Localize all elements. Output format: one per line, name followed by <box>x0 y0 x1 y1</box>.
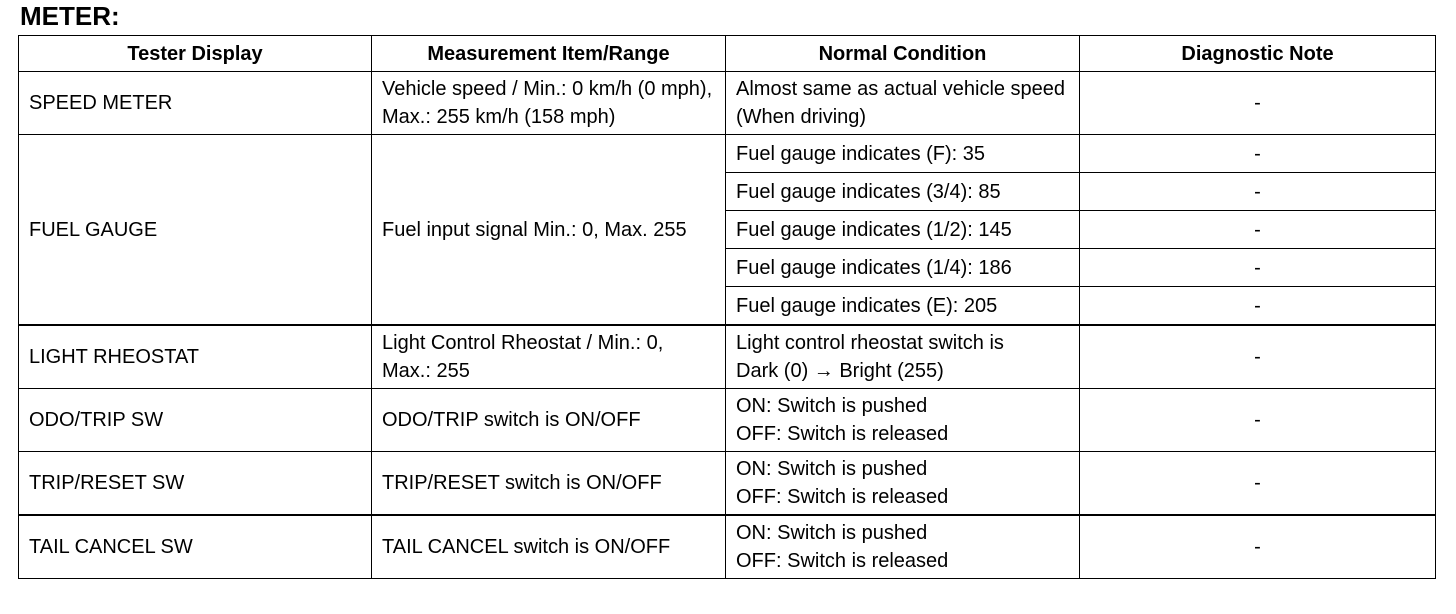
tester-display-cell: FUEL GAUGE <box>19 135 372 326</box>
normal-condition-cell <box>726 389 1080 452</box>
condition-line: OFF: Switch is released <box>736 423 949 445</box>
header-tester-display: Tester Display <box>19 36 372 72</box>
table-row <box>19 452 1436 516</box>
tester-display-cell: TRIP/RESET SW <box>19 452 372 516</box>
condition-line: ON: Switch is pushed <box>736 522 928 544</box>
diagnostic-note-cell: - <box>1080 173 1436 211</box>
measurement-cell: Fuel input signal Min.: 0, Max. 255 <box>372 135 726 326</box>
condition-line: ON: Switch is pushed <box>736 395 928 417</box>
header-normal-condition: Normal Condition <box>726 36 1080 72</box>
normal-condition-cell <box>726 452 1080 516</box>
diagnostic-note-cell: - <box>1080 72 1436 135</box>
normal-condition-cell <box>726 515 1080 579</box>
table-row <box>19 72 1436 135</box>
tester-display-cell: SPEED METER <box>19 72 372 135</box>
normal-condition-cell: Fuel gauge indicates (E): 205 <box>726 287 1080 326</box>
header-diagnostic-note: Diagnostic Note <box>1080 36 1436 72</box>
section-title: METER: <box>20 1 120 31</box>
measurement-cell: Light Control Rheostat / Min.: 0, Max.: 255 <box>372 325 726 389</box>
normal-condition-cell: Fuel gauge indicates (1/2): 145 <box>726 211 1080 249</box>
measurement-cell: Vehicle speed / Min.: 0 km/h (0 mph), Max.: 255 km/h (158 mph) <box>372 72 726 135</box>
table-row <box>19 389 1436 452</box>
measurement-cell: ODO/TRIP switch is ON/OFF <box>372 389 726 452</box>
diagnostic-note-cell: - <box>1080 287 1436 326</box>
condition-line: OFF: Switch is released <box>736 486 949 508</box>
diagnostic-note-cell: - <box>1080 135 1436 173</box>
condition-line: OFF: Switch is released <box>736 550 949 572</box>
diagnostic-note-cell: - <box>1080 249 1436 287</box>
table-row <box>19 135 1436 173</box>
diagnostic-note-cell: - <box>1080 211 1436 249</box>
normal-condition-cell <box>726 325 1080 389</box>
measurement-cell: TAIL CANCEL switch is ON/OFF <box>372 515 726 579</box>
condition-line: ON: Switch is pushed <box>736 458 928 480</box>
header-measurement-item-range: Measurement Item/Range <box>372 36 726 72</box>
normal-condition-cell: Almost same as actual vehicle speed (When driving) <box>726 72 1080 135</box>
tester-display-cell: ODO/TRIP SW <box>19 389 372 452</box>
table-row <box>19 325 1436 389</box>
diagnostic-note-cell: - <box>1080 325 1436 389</box>
diagnostic-note-cell: - <box>1080 452 1436 516</box>
diagnostic-note-cell: - <box>1080 515 1436 579</box>
normal-condition-cell: Fuel gauge indicates (3/4): 85 <box>726 173 1080 211</box>
normal-condition-cell: Fuel gauge indicates (1/4): 186 <box>726 249 1080 287</box>
tester-display-cell: LIGHT RHEOSTAT <box>19 325 372 389</box>
condition-line: Dark (0) → Bright (255) <box>736 360 944 382</box>
normal-condition-cell: Fuel gauge indicates (F): 35 <box>726 135 1080 173</box>
table-row <box>19 515 1436 579</box>
meter-data-table <box>18 35 1436 579</box>
table-header-row <box>19 36 1436 72</box>
diagnostic-note-cell: - <box>1080 389 1436 452</box>
tester-display-cell: TAIL CANCEL SW <box>19 515 372 579</box>
measurement-cell: TRIP/RESET switch is ON/OFF <box>372 452 726 516</box>
condition-line: Light control rheostat switch is <box>736 332 1004 354</box>
